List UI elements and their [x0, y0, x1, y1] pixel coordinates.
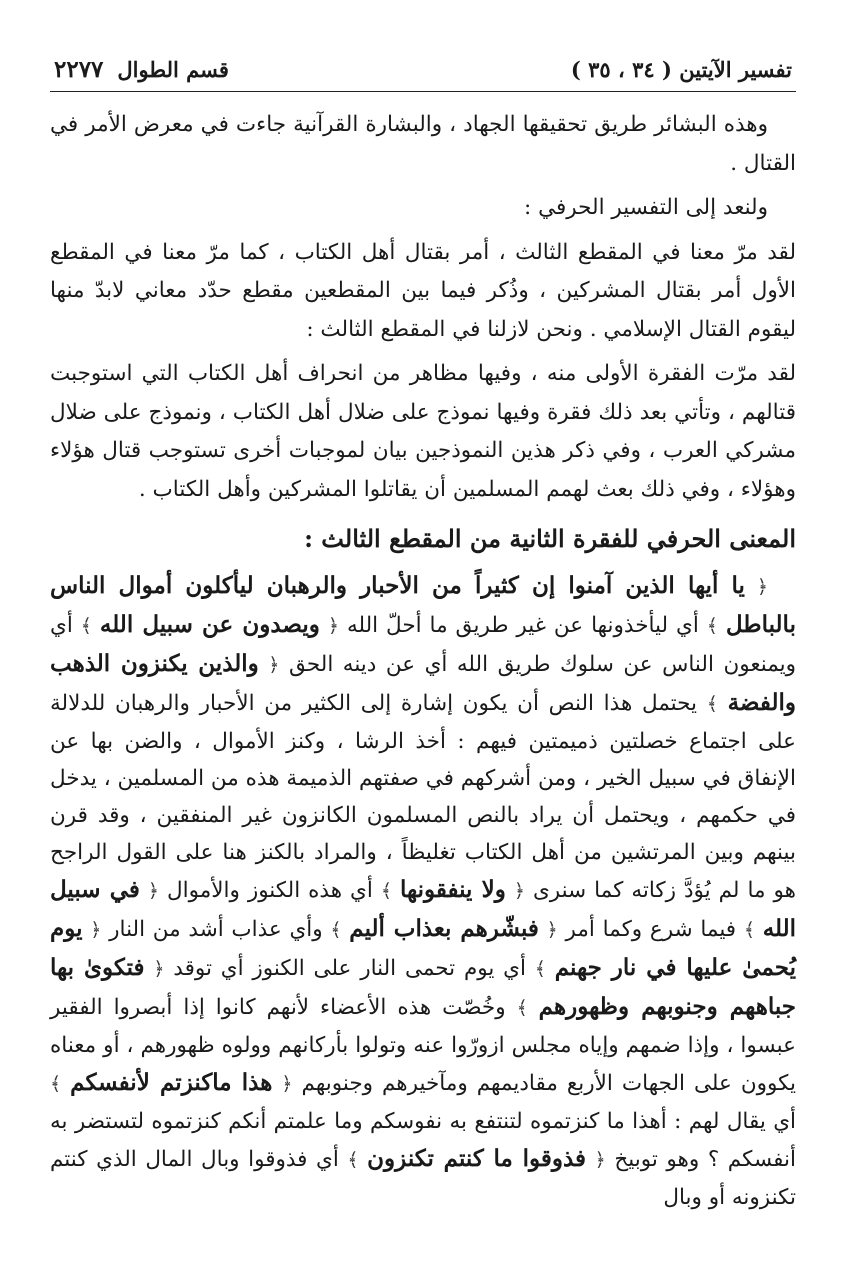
- quran-quote: فتكوىٰ بها جباههم وجنوبهم وظهورهم: [50, 954, 796, 1020]
- ornate-bracket-close: ﴾: [347, 1149, 359, 1171]
- paragraph: ولنعد إلى التفسير الحرفي :: [524, 195, 768, 220]
- quran-quote: هذا ماكنزتم لأنفسكم: [70, 1069, 273, 1096]
- quran-quote: يا أيها الذين آمنوا إن كثيراً من الأحبار والرهبان ليأكلون أموال الناس بالباطل: [50, 572, 796, 638]
- header-left-group: [54, 56, 229, 83]
- tafsir-text: وخُصّت هذه الأعضاء لأنهم كانوا إذا أبصروا الفقير عبسوا ، وإذا ضمهم وإياه مجلس ازورّوا عنه وتولوا بأركانهم وولوه ظهورهم ، أو معناه يكوون على الجهات الأربع مقاديمهم ومآخيرهم وجنوبهم: [50, 995, 796, 1096]
- tafsir-text: يحتمل هذا النص أن يكون إشارة إلى الكثير من الأحبار والرهبان للدلالة على اجتماع خصلتين ذميمتين فيهم : أخذ الرشا ، وكنز الأموال ، والضن بها عن الإنفاق في سبيل الخير ، ومن أشركهم في صفتهم الذميمة هذه من المسلمين ، يدخل في حكمهم ، ويحتمل أن يراد بالنص المسلمون الكانزون غير المنفقين ، وقد قرن بينهم وبين المرتشين من أهل الكتاب تغليظاً ، والمراد بالكنز هنا على القول الراجح هو ما لم يُؤدَّ زكاته كما سنرى: [50, 691, 796, 903]
- ornate-bracket-open: ﴿: [281, 1073, 293, 1095]
- ornate-bracket-close: ﴾: [534, 958, 546, 980]
- ornate-bracket-open: ﴿: [153, 958, 165, 980]
- tafsir-text: أي يوم تحمى النار على الكنوز أي توقد: [173, 956, 526, 981]
- ornate-bracket-open: ﴿: [268, 654, 280, 676]
- ornate-bracket-close: ﴾: [380, 880, 392, 902]
- ornate-bracket-close: ﴾: [706, 615, 718, 637]
- ornate-bracket-open: ﴿: [513, 880, 525, 902]
- quran-quote: يوم يُحمىٰ عليها في نار جهنم: [50, 915, 796, 981]
- paragraph: لقد مرّ معنا في المقطع الثالث ، أمر بقتال أهل الكتاب ، كما مرّ معنا في المقطع الأول أمر بقتال المشركين ، وذُكر فيما بين المقطعين مقطع حدّد معاني لابدّ منها ليقوم القتال الإسلامي . ونحن لازلنا في المقطع الثالث :: [50, 239, 796, 342]
- tafsir-text: أي هذه الكنوز والأموال: [167, 878, 373, 903]
- quran-quote: ويصدون عن سبيل الله: [99, 611, 320, 638]
- header-section: قسم الطوال: [117, 57, 229, 82]
- ornate-bracket-open: ﴿: [594, 1149, 606, 1171]
- ornate-bracket-close: ﴾: [50, 1073, 62, 1095]
- tafsir-text: أي ويمنعون الناس عن سلوك طريق الله أي عن دينه الحق: [50, 613, 797, 677]
- ornate-bracket-close: ﴾: [743, 919, 755, 941]
- tafsir-text: فيما شرع وكما أمر: [565, 917, 737, 942]
- tafsir-text: أي ليأخذونها عن غير طريق ما أحلّ الله: [346, 613, 699, 638]
- section-heading: المعنى الحرفي للفقرة الثانية من المقطع الثالث :: [304, 524, 796, 553]
- paragraph: وهذه البشائر طريق تحقيقها الجهاد ، والبشارة القرآنية جاءت في معرض الأمر في القتال .: [50, 112, 796, 176]
- ornate-bracket-open: ﴿: [756, 576, 768, 598]
- ornate-bracket-close: ﴾: [516, 997, 528, 1019]
- commentary-block: [50, 567, 796, 1216]
- ornate-bracket-open: ﴿: [147, 880, 160, 902]
- quran-quote: فبشّرهم بعذاب أليم: [349, 915, 539, 942]
- tafsir-text: أي يقال لهم : أهذا ما كنزتموه لتنتفع به نفوسكم وما علمتم أنكم كنزتموه لتستضر به أنفسكم ؟ وهو توبيخ: [50, 1109, 797, 1172]
- ornate-bracket-close: ﴾: [706, 693, 718, 715]
- ornate-bracket-open: ﴿: [327, 615, 339, 637]
- tafsir-text: أي فذوقوا وبال المال الذي كنتم تكنزونه أو وبال: [50, 1147, 796, 1210]
- quran-quote: والذين يكنزون الذهب والفضة: [50, 650, 796, 716]
- body-text: [50, 106, 796, 1216]
- ornate-bracket-open: ﴿: [546, 919, 558, 941]
- header-title: تفسير الآيتين ( ٣٤ ، ٣٥ ): [570, 57, 792, 82]
- paragraph: لقد مرّت الفقرة الأولى منه ، وفيها مظاهر من انحراف أهل الكتاب التي استوجبت قتالهم ، وتأتي بعد ذلك فقرة وفيها نموذج على ضلال أهل الكتاب ، ونموذج على ضلال مشركي العرب ، وفي ذكر هذين النموذجين بيان لموجبات أخرى تستوجب قتال هؤلاء وهؤلاء ، وفي ذلك بعث لهمم المسلمين أن يقاتلوا المشركين وأهل الكتاب .: [50, 361, 796, 502]
- quran-quote: ولا ينفقونها: [399, 876, 506, 903]
- tafsir-text: وأي عذاب أشد من النار: [109, 917, 323, 942]
- ornate-bracket-close: ﴾: [80, 615, 92, 637]
- running-header: [50, 56, 796, 92]
- quran-quote: في سبيل الله: [50, 876, 797, 942]
- commentary-paragraph: [50, 567, 796, 1216]
- quran-quote: فذوقوا ما كنتم تكنزون: [367, 1145, 587, 1172]
- page-number: ٢٢٧٧: [54, 56, 104, 83]
- ornate-bracket-open: ﴿: [90, 919, 102, 941]
- ornate-bracket-close: ﴾: [330, 919, 342, 941]
